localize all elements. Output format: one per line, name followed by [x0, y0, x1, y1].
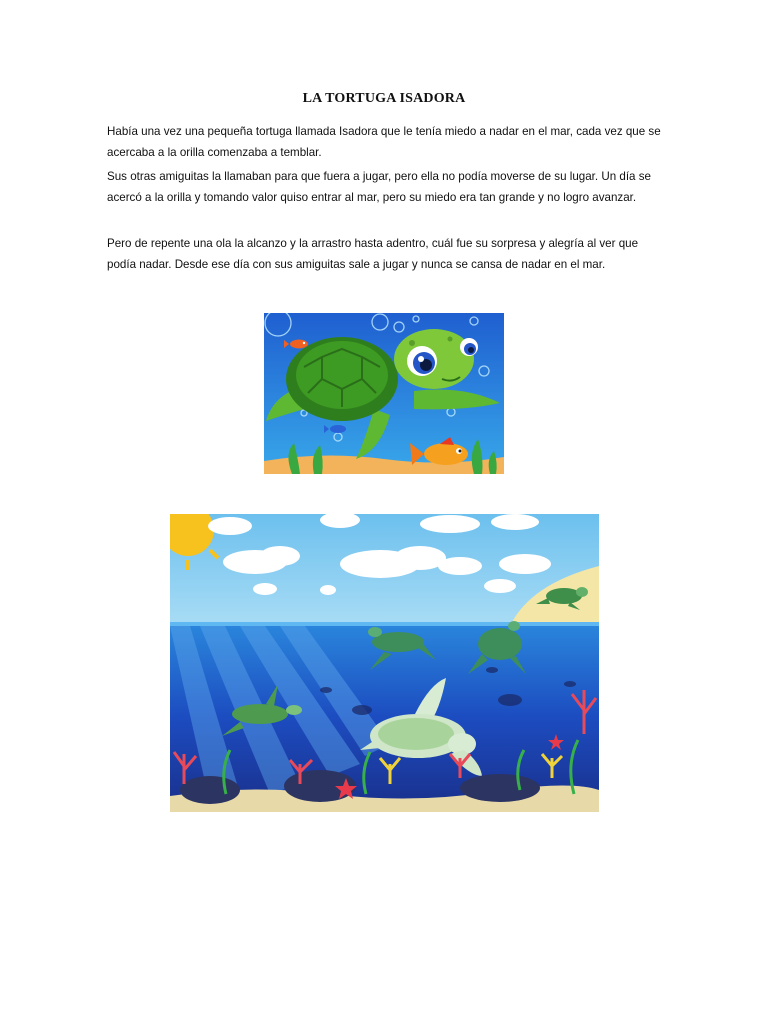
cartoon-turtle-illustration: [264, 313, 504, 474]
story-title: LA TORTUGA ISADORA: [302, 91, 466, 106]
ocean-scene-illustration: [170, 514, 599, 812]
paragraph-3: Pero de repente una ola la alcanzo y la arrastro hasta adentro, cuál fue su sorpresa y alegría al ver que podía nadar. Desde ese día con sus amiguitas sale a jugar y nunca se cansa de nadar en el mar.: [107, 237, 639, 271]
paragraph-2: Sus otras amiguitas la llamaban para que fuera a jugar, pero ella no podía moverse de su lugar. Un día se acercó a la orilla y tomando valor quiso entrar al mar, pero su miedo era tan grande y no logro avanzar.: [107, 170, 651, 204]
paragraph-1: Había una vez una pequeña tortuga llamada Isadora que le tenía miedo a nadar en el mar, cada vez que se acercaba a la orilla comenzaba a temblar.: [107, 125, 661, 159]
